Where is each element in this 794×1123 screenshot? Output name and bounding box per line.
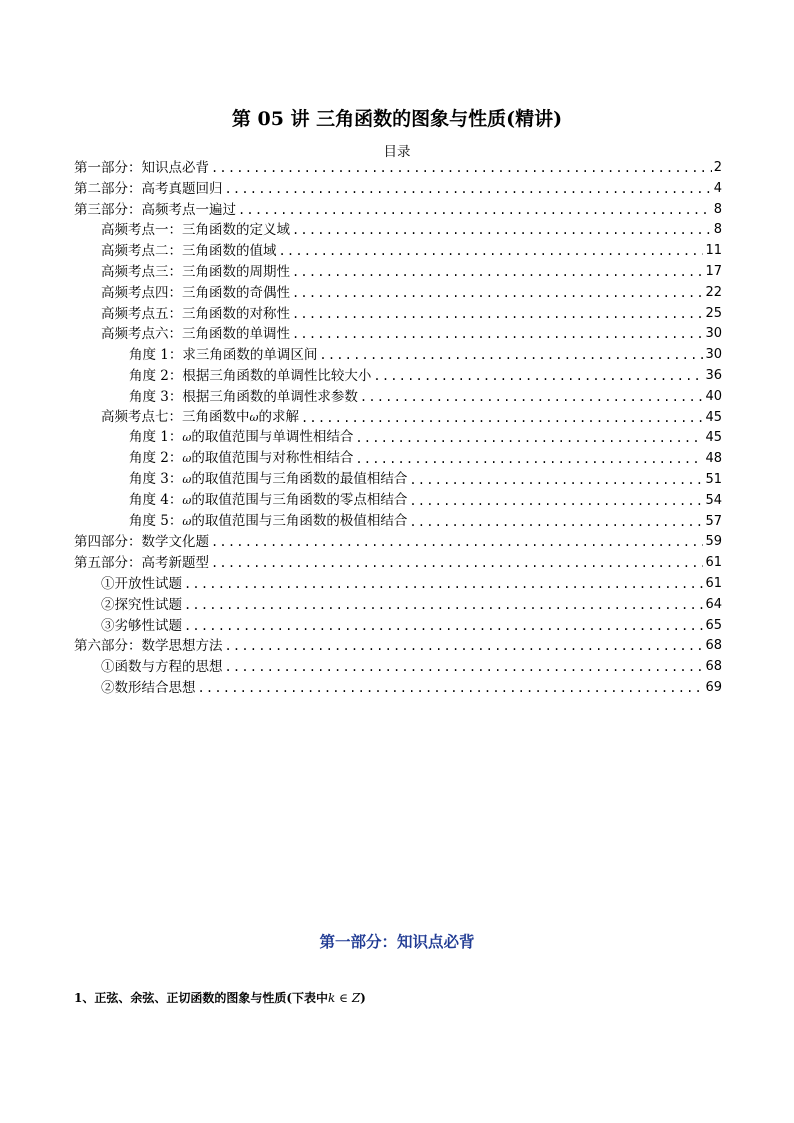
toc-entry-label: 第五部分：高考新题型	[74, 555, 209, 572]
toc-page-number: 8	[713, 201, 722, 217]
toc-entry[interactable]	[74, 491, 722, 512]
toc-page-number: 68	[705, 659, 722, 675]
toc-page-number: 69	[705, 679, 722, 695]
toc-page-number: 30	[705, 326, 722, 342]
toc-entry[interactable]	[74, 470, 722, 491]
toc-entry[interactable]	[74, 574, 722, 595]
toc-leader-dots	[211, 158, 712, 179]
toc-entry[interactable]	[74, 512, 722, 533]
toc-page-number: 30	[705, 347, 722, 363]
toc-entry-label-text: 角度 1：	[129, 429, 183, 446]
toc-entry-label: ①函数与方程的思想	[101, 659, 223, 676]
toc-page-number: 48	[705, 451, 722, 467]
toc-entry-label-text: 高频考点七：三角函数中	[101, 408, 250, 425]
toc-page-number: 8	[713, 222, 722, 238]
toc-entry[interactable]	[74, 616, 722, 637]
toc-leader-dots	[225, 179, 712, 200]
toc-entry-label: 第二部分：高考真题回归	[74, 180, 223, 197]
toc-leader-dots	[225, 657, 704, 678]
toc-entry-label-text: 的取值范围与对称性相结合	[191, 450, 354, 467]
toc-page-number: 11	[705, 243, 722, 259]
toc-leader-dots	[279, 241, 704, 262]
toc-leader-dots	[409, 470, 703, 491]
toc-leader-dots	[211, 553, 703, 574]
toc-entry-label: 第四部分：数学文化题	[74, 534, 209, 551]
toc-entry-label: 高频考点三：三角函数的周期性	[101, 263, 290, 280]
table-of-contents	[74, 158, 722, 699]
toc-page-number: 22	[705, 284, 722, 300]
toc-entry[interactable]	[74, 283, 722, 304]
toc-page-number: 36	[705, 367, 722, 383]
toc-page-number: 54	[705, 492, 722, 508]
toc-leader-dots	[225, 636, 704, 657]
toc-page-number: 17	[705, 263, 722, 279]
toc-entry-label	[129, 490, 407, 512]
toc-page-number: 25	[705, 305, 722, 321]
toc-page-number: 65	[705, 617, 722, 633]
toc-leader-dots	[360, 387, 704, 408]
toc-entry-label	[129, 448, 353, 470]
toc-leader-dots	[211, 532, 703, 553]
toc-entry[interactable]	[74, 366, 722, 387]
toc-entry-label-text: 的取值范围与单调性相结合	[191, 429, 354, 446]
toc-entry[interactable]	[74, 553, 722, 574]
toc-leader-dots	[355, 449, 703, 470]
toc-entry-label: 高频考点四：三角函数的奇偶性	[101, 284, 290, 301]
omega-symbol: ω	[182, 452, 192, 466]
toc-page-number: 45	[705, 409, 722, 425]
toc-leader-dots	[301, 408, 703, 429]
toc-entry[interactable]	[74, 657, 722, 678]
toc-entry[interactable]	[74, 532, 722, 553]
toc-page-number: 4	[713, 180, 722, 196]
toc-leader-dots	[238, 200, 712, 221]
toc-leader-dots	[184, 595, 703, 616]
omega-symbol: ω	[182, 472, 192, 486]
toc-entry[interactable]	[74, 324, 722, 345]
toc-entry-label: 高频考点六：三角函数的单调性	[101, 326, 290, 343]
toc-page-number: 64	[705, 596, 722, 612]
toc-entry[interactable]	[74, 304, 722, 325]
toc-leader-dots	[373, 366, 703, 387]
toc-entry-label: ③劣够性试题	[101, 617, 182, 634]
toc-entry-label: ①开放性试题	[101, 575, 182, 592]
toc-entry[interactable]	[74, 220, 722, 241]
toc-entry[interactable]	[74, 262, 722, 283]
toc-heading: 目录	[383, 144, 411, 160]
toc-entry-label-text: 角度 5：	[129, 512, 183, 529]
toc-entry[interactable]	[74, 595, 722, 616]
toc-entry-label: ②探究性试题	[101, 596, 182, 613]
toc-page-number: 2	[713, 160, 722, 175]
toc-entry[interactable]	[74, 200, 722, 221]
section-item-close: )	[360, 991, 366, 1005]
toc-leader-dots	[292, 283, 703, 304]
section-title: 第一部分：知识点必背	[319, 932, 475, 951]
toc-leader-dots	[319, 345, 703, 366]
toc-entry[interactable]	[74, 387, 722, 408]
toc-page-number: 45	[705, 430, 722, 446]
omega-symbol: ω	[182, 514, 192, 528]
toc-entry-label: 高频考点一：三角函数的定义域	[101, 222, 290, 239]
toc-entry[interactable]	[74, 241, 722, 262]
toc-leader-dots	[198, 678, 704, 699]
toc-entry-label: 第一部分：知识点必背	[74, 160, 209, 176]
toc-page-number: 61	[705, 575, 722, 591]
toc-page-number: 59	[705, 534, 722, 550]
toc-leader-dots	[292, 304, 703, 325]
toc-entry-label-text: 的求解	[258, 408, 299, 425]
omega-symbol: ω	[249, 410, 259, 424]
toc-entry-label-text: 角度 4：	[129, 491, 183, 508]
toc-page-number: 51	[705, 471, 722, 487]
toc-entry[interactable]	[74, 158, 722, 179]
toc-leader-dots	[409, 491, 703, 512]
toc-entry-label	[129, 469, 407, 491]
omega-symbol: ω	[182, 431, 192, 445]
toc-entry[interactable]	[74, 449, 722, 470]
toc-leader-dots	[292, 262, 703, 283]
toc-entry-label-text: 的取值范围与三角函数的极值相结合	[191, 512, 408, 529]
toc-entry[interactable]	[74, 678, 722, 699]
toc-entry[interactable]	[74, 179, 722, 200]
omega-symbol: ω	[182, 493, 192, 507]
toc-entry-label-text: 角度 2：	[129, 450, 183, 467]
toc-entry-label-text: 角度 3：	[129, 470, 183, 487]
toc-entry-label	[129, 427, 353, 449]
toc-entry[interactable]	[74, 428, 722, 449]
toc-entry-label: ②数形结合思想	[101, 679, 196, 696]
toc-leader-dots	[355, 428, 703, 449]
section-item-text: 1、正弦、余弦、正切函数的图象与性质(下表中	[74, 991, 329, 1005]
toc-leader-dots	[184, 616, 703, 637]
toc-entry-label-text: 的取值范围与三角函数的最值相结合	[191, 470, 408, 487]
toc-entry-label: 角度 3：根据三角函数的单调性求参数	[129, 388, 358, 405]
toc-entry-label: 高频考点二：三角函数的值域	[101, 243, 277, 260]
toc-entry-label	[101, 407, 299, 429]
section-item	[74, 989, 366, 1006]
toc-page-number: 68	[705, 638, 722, 654]
toc-entry-label-text: 的取值范围与三角函数的零点相结合	[191, 491, 408, 508]
toc-page-number: 61	[705, 555, 722, 571]
toc-entry-label: 角度 2：根据三角函数的单调性比较大小	[129, 367, 372, 384]
toc-entry-label: 角度 1：求三角函数的单调区间	[129, 347, 318, 364]
toc-leader-dots	[292, 324, 703, 345]
toc-entry[interactable]	[74, 408, 722, 429]
toc-entry-label: 高频考点五：三角函数的对称性	[101, 305, 290, 322]
toc-page-number: 40	[705, 388, 722, 404]
toc-entry[interactable]	[74, 345, 722, 366]
toc-entry-label: 第三部分：高频考点一遍过	[74, 201, 236, 218]
toc-leader-dots	[292, 220, 712, 241]
toc-entry[interactable]	[74, 636, 722, 657]
toc-leader-dots	[184, 574, 703, 595]
toc-page-number: 57	[705, 513, 722, 529]
toc-leader-dots	[409, 512, 703, 533]
page-title: 第 05 讲 三角函数的图象与性质(精讲)	[231, 108, 563, 130]
section-item-math: k ∈ Z	[328, 991, 361, 1005]
toc-entry-label	[129, 511, 407, 533]
toc-entry-label: 第六部分：数学思想方法	[74, 638, 223, 655]
